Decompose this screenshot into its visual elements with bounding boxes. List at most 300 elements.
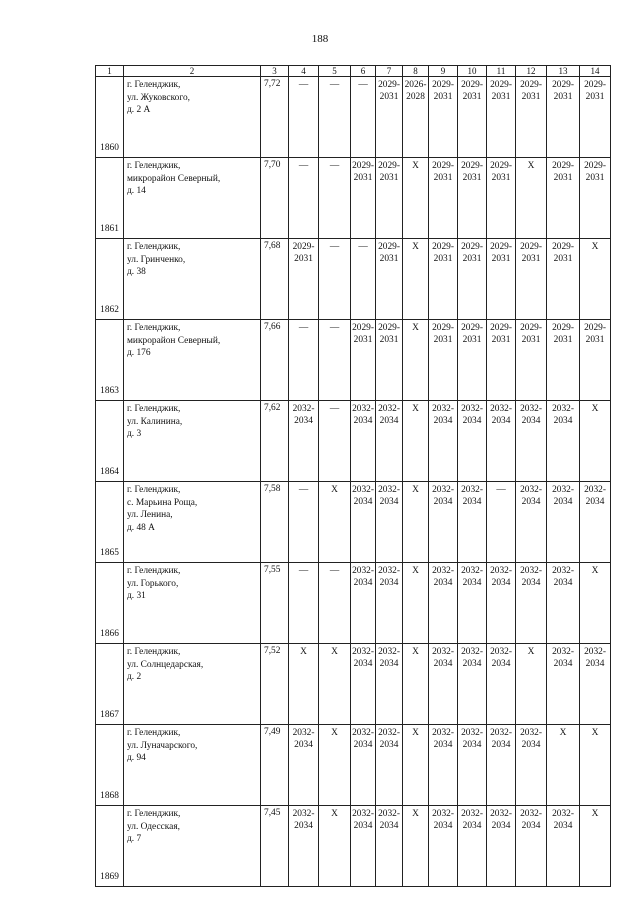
address-cell <box>124 158 261 239</box>
period-cell <box>289 644 319 725</box>
period-part: 2031 <box>521 254 541 264</box>
period-part: 2032- <box>520 404 542 414</box>
period-part: 2029- <box>461 80 483 90</box>
period-part: 2034 <box>433 821 453 831</box>
period-cell <box>429 77 458 158</box>
period-part: 2031 <box>462 254 482 264</box>
address-line: д. 14 <box>127 186 146 196</box>
period-cell <box>429 320 458 401</box>
period-cell <box>487 77 516 158</box>
period-part: X <box>412 485 419 495</box>
period-part: 2031 <box>379 92 399 102</box>
period-part: 2029- <box>490 242 512 252</box>
period-part: 2029- <box>520 80 542 90</box>
period-part: X <box>527 161 535 171</box>
period-cell <box>580 77 611 158</box>
area-cell: 7,55 <box>261 563 289 644</box>
period-part: 2029- <box>378 80 400 90</box>
period-part: 2031 <box>553 254 573 264</box>
period-part: 2032- <box>520 809 542 819</box>
table-row <box>96 644 611 725</box>
period-cell <box>547 401 580 482</box>
period-part: 2032- <box>584 647 606 657</box>
column-number: 12 <box>516 66 547 77</box>
period-part: 2034 <box>433 497 453 507</box>
period-cell <box>487 725 516 806</box>
period-part: 2034 <box>521 740 541 750</box>
period-part: 2034 <box>433 740 453 750</box>
period-part: 2032- <box>432 404 454 414</box>
address-line: микрорайон Северный, <box>127 173 221 184</box>
row-number: 1861 <box>96 158 124 239</box>
period-part: X <box>412 404 419 414</box>
period-cell <box>429 644 458 725</box>
period-cell <box>289 806 319 887</box>
period-cell <box>580 158 611 239</box>
period-cell <box>487 158 516 239</box>
address-line: д. 31 <box>127 591 146 601</box>
column-number: 14 <box>580 66 611 77</box>
period-part: 2029- <box>490 323 512 333</box>
register-table <box>95 65 611 887</box>
period-cell <box>516 806 547 887</box>
period-cell <box>403 806 429 887</box>
address-line: д. 94 <box>127 753 146 763</box>
address-line: ул. Горького, <box>127 578 179 589</box>
period-part: 2034 <box>379 740 399 750</box>
period-part: — <box>298 485 309 495</box>
period-part: 2031 <box>433 173 453 183</box>
period-part: 2032- <box>552 485 574 495</box>
period-cell <box>403 239 429 320</box>
period-part: 2034 <box>491 821 511 831</box>
page-number: 188 <box>311 33 329 45</box>
period-part: 2029- <box>352 161 374 171</box>
period-cell <box>403 401 429 482</box>
column-number: 10 <box>458 66 487 77</box>
period-part: 2032- <box>490 566 512 576</box>
period-part: X <box>331 809 338 819</box>
column-number: 5 <box>319 66 351 77</box>
period-cell <box>580 806 611 887</box>
period-part: 2034 <box>294 416 313 426</box>
period-part: 2032- <box>292 728 315 738</box>
period-cell <box>458 563 487 644</box>
period-part: — <box>496 485 506 495</box>
period-part: 2034 <box>462 821 482 831</box>
period-part: 2032- <box>490 809 512 819</box>
column-number: 8 <box>403 66 429 77</box>
period-part: 2034 <box>491 578 511 588</box>
address-line: д. 176 <box>127 348 151 358</box>
period-cell <box>376 320 403 401</box>
period-part: 2032- <box>378 809 400 819</box>
row-number: 1866 <box>96 563 124 644</box>
period-cell <box>289 239 319 320</box>
period-part: 2034 <box>553 659 573 669</box>
period-part: 2032- <box>432 728 454 738</box>
period-part: — <box>358 80 368 90</box>
period-part: 2031 <box>553 173 573 183</box>
period-part: 2032- <box>378 728 400 738</box>
period-cell <box>319 644 351 725</box>
period-cell <box>516 320 547 401</box>
period-part: 2031 <box>585 335 605 345</box>
period-part: 2034 <box>585 497 605 507</box>
period-cell <box>289 320 319 401</box>
period-part: 2034 <box>433 578 453 588</box>
period-part: 2032- <box>490 728 512 738</box>
period-part: 2031 <box>294 254 313 264</box>
period-cell <box>376 806 403 887</box>
period-cell <box>487 644 516 725</box>
address-line: г. Геленджик, <box>127 647 181 657</box>
period-part: 2029- <box>432 161 454 171</box>
period-part: 2031 <box>491 254 511 264</box>
period-part: 2034 <box>553 821 573 831</box>
period-part: X <box>331 647 338 657</box>
period-cell <box>580 482 611 563</box>
address-line: г. Геленджик, <box>127 161 181 171</box>
column-number: 7 <box>376 66 403 77</box>
period-part: 2034 <box>379 659 399 669</box>
period-cell <box>516 482 547 563</box>
period-cell <box>429 725 458 806</box>
period-part: 2029- <box>432 80 454 90</box>
period-part: 2029- <box>552 161 574 171</box>
period-cell <box>351 239 376 320</box>
address-cell <box>124 725 261 806</box>
period-part: 2032- <box>432 566 454 576</box>
period-part: — <box>329 80 340 90</box>
period-part: 2031 <box>491 92 511 102</box>
address-line: г. Геленджик, <box>127 809 181 819</box>
period-cell <box>376 239 403 320</box>
address-line: д. 7 <box>127 834 142 844</box>
row-number: 1865 <box>96 482 124 563</box>
period-part: 2029- <box>490 161 512 171</box>
period-part: 2029- <box>461 323 483 333</box>
period-cell <box>458 482 487 563</box>
period-cell <box>403 563 429 644</box>
period-part: 2034 <box>353 821 373 831</box>
period-cell <box>376 563 403 644</box>
period-cell <box>458 158 487 239</box>
period-part: 2034 <box>433 659 453 669</box>
period-cell <box>289 77 319 158</box>
address-line: д. 48 А <box>127 522 155 533</box>
period-part: — <box>298 161 309 171</box>
period-cell <box>516 563 547 644</box>
period-part: 2032- <box>552 647 574 657</box>
period-part: 2029- <box>552 242 574 252</box>
period-cell <box>429 806 458 887</box>
period-part: 2028 <box>406 92 425 102</box>
address-line: ул. Одесская, <box>127 821 181 832</box>
column-number: 4 <box>289 66 319 77</box>
period-part: X <box>591 242 599 252</box>
period-part: 2034 <box>553 578 573 588</box>
period-part: 2032- <box>552 566 574 576</box>
column-number: 2 <box>124 66 261 77</box>
period-part: 2032- <box>378 566 400 576</box>
period-cell <box>487 239 516 320</box>
period-part: 2032- <box>352 404 374 414</box>
column-number: 1 <box>96 66 124 77</box>
period-cell <box>289 725 319 806</box>
period-cell <box>429 401 458 482</box>
period-part: 2029- <box>584 80 606 90</box>
table-row <box>96 482 611 563</box>
period-part: 2032- <box>520 485 542 495</box>
period-cell <box>547 77 580 158</box>
period-cell <box>458 77 487 158</box>
area-cell: 7,70 <box>261 158 289 239</box>
period-cell <box>351 482 376 563</box>
period-cell <box>547 482 580 563</box>
address-line: г. Геленджик, <box>127 323 181 333</box>
period-cell <box>547 158 580 239</box>
period-part: 2034 <box>462 497 482 507</box>
period-cell <box>458 401 487 482</box>
period-part: 2032- <box>461 728 483 738</box>
period-part: 2031 <box>462 92 482 102</box>
period-part: 2031 <box>585 173 605 183</box>
period-part: — <box>298 80 309 90</box>
period-part: 2031 <box>491 173 511 183</box>
period-cell <box>319 401 351 482</box>
period-cell <box>319 77 351 158</box>
table-row <box>96 725 611 806</box>
period-cell <box>376 482 403 563</box>
period-part: 2032- <box>461 404 483 414</box>
period-cell <box>376 644 403 725</box>
period-cell <box>516 158 547 239</box>
period-cell <box>289 563 319 644</box>
period-part: 2034 <box>462 578 482 588</box>
period-part: 2034 <box>379 497 399 507</box>
period-cell <box>458 806 487 887</box>
period-cell <box>319 725 351 806</box>
period-cell <box>351 401 376 482</box>
period-part: 2031 <box>379 335 399 345</box>
period-part: 2031 <box>433 92 453 102</box>
period-part: 2034 <box>353 416 373 426</box>
period-cell <box>547 320 580 401</box>
period-part: X <box>412 161 419 171</box>
address-line: ул. Ленина, <box>127 510 173 520</box>
area-cell: 7,62 <box>261 401 289 482</box>
address-line: г. Геленджик, <box>127 404 181 414</box>
row-number: 1863 <box>96 320 124 401</box>
address-line: ул. Луначарского, <box>127 740 198 751</box>
period-cell <box>580 320 611 401</box>
period-cell <box>547 644 580 725</box>
table-row <box>96 158 611 239</box>
period-part: 2034 <box>553 416 573 426</box>
column-number: 11 <box>487 66 516 77</box>
period-part: 2029- <box>584 323 606 333</box>
period-part: 2034 <box>353 497 373 507</box>
period-part: 2032- <box>352 485 374 495</box>
period-cell <box>376 401 403 482</box>
period-cell <box>351 320 376 401</box>
period-cell <box>403 725 429 806</box>
period-part: 2034 <box>521 821 541 831</box>
period-cell <box>351 725 376 806</box>
period-part: 2034 <box>585 659 605 669</box>
period-part: — <box>329 161 340 171</box>
period-cell <box>487 320 516 401</box>
period-part: X <box>412 647 419 657</box>
period-part: 2032- <box>490 647 512 657</box>
period-cell <box>319 563 351 644</box>
period-part: 2032- <box>552 809 574 819</box>
period-cell <box>403 482 429 563</box>
period-part: 2032- <box>292 809 315 819</box>
address-cell <box>124 644 261 725</box>
column-number: 9 <box>429 66 458 77</box>
period-cell <box>376 158 403 239</box>
period-part: 2032- <box>292 404 315 414</box>
period-cell <box>429 482 458 563</box>
period-part: 2034 <box>521 416 541 426</box>
period-part: 2034 <box>433 416 453 426</box>
row-number: 1868 <box>96 725 124 806</box>
address-cell <box>124 77 261 158</box>
period-part: 2034 <box>553 497 573 507</box>
period-part: 2034 <box>462 416 482 426</box>
period-cell <box>319 320 351 401</box>
address-line: ул. Жуковского, <box>127 92 190 103</box>
period-part: 2034 <box>491 416 511 426</box>
period-part: X <box>412 242 419 252</box>
period-part: 2029- <box>378 161 400 171</box>
period-part: 2029- <box>461 161 483 171</box>
period-part: 2029- <box>352 323 374 333</box>
period-part: 2031 <box>491 335 511 345</box>
address-line: г. Геленджик, <box>127 566 181 576</box>
table-row <box>96 806 611 887</box>
period-cell <box>429 239 458 320</box>
period-part: 2032- <box>432 485 454 495</box>
period-part: X <box>591 566 599 576</box>
period-part: 2029- <box>461 242 483 252</box>
period-part: 2034 <box>379 821 399 831</box>
period-part: 2029- <box>378 323 400 333</box>
row-number: 1860 <box>96 77 124 158</box>
period-cell <box>351 158 376 239</box>
period-part: 2029- <box>584 161 606 171</box>
address-cell <box>124 239 261 320</box>
period-part: — <box>329 323 340 333</box>
period-part: X <box>331 485 338 495</box>
period-part: 2034 <box>294 821 313 831</box>
period-cell <box>319 239 351 320</box>
period-cell <box>516 725 547 806</box>
period-cell <box>458 239 487 320</box>
period-part: 2032- <box>461 566 483 576</box>
period-part: 2032- <box>520 728 542 738</box>
period-part: 2034 <box>353 740 373 750</box>
period-part: 2029- <box>490 80 512 90</box>
period-part: 2034 <box>521 578 541 588</box>
period-cell <box>351 563 376 644</box>
period-cell <box>289 482 319 563</box>
period-part: 2032- <box>352 566 374 576</box>
area-cell: 7,72 <box>261 77 289 158</box>
period-cell <box>487 401 516 482</box>
period-part: 2029- <box>378 242 400 252</box>
period-cell <box>580 239 611 320</box>
period-part: 2034 <box>462 740 482 750</box>
period-part: 2031 <box>521 335 541 345</box>
period-cell <box>487 563 516 644</box>
period-part: 2031 <box>462 173 482 183</box>
area-cell: 7,45 <box>261 806 289 887</box>
column-number: 3 <box>261 66 289 77</box>
period-part: X <box>591 728 599 738</box>
address-line: д. 2 <box>127 672 142 682</box>
period-cell <box>403 158 429 239</box>
period-cell <box>516 644 547 725</box>
period-cell <box>376 725 403 806</box>
period-part: 2034 <box>379 416 399 426</box>
period-cell <box>289 401 319 482</box>
table-row <box>96 401 611 482</box>
period-part: X <box>331 728 338 738</box>
period-part: 2034 <box>491 740 511 750</box>
period-part: 2029- <box>520 242 542 252</box>
period-part: 2032- <box>461 809 483 819</box>
table-row <box>96 563 611 644</box>
period-part: 2031 <box>521 92 541 102</box>
period-cell <box>458 725 487 806</box>
table-row <box>96 77 611 158</box>
period-cell <box>516 401 547 482</box>
period-part: 2034 <box>294 740 313 750</box>
period-part: X <box>412 728 419 738</box>
address-line: ул. Гринченко, <box>127 254 186 265</box>
period-part: 2032- <box>352 647 374 657</box>
period-part: 2032- <box>584 485 606 495</box>
period-cell <box>580 563 611 644</box>
address-line: д. 3 <box>127 429 142 439</box>
area-cell: 7,68 <box>261 239 289 320</box>
period-part: 2031 <box>553 335 573 345</box>
period-cell <box>547 563 580 644</box>
period-part: 2032- <box>352 728 374 738</box>
period-part: 2032- <box>378 485 400 495</box>
period-part: — <box>298 566 309 576</box>
address-cell <box>124 482 261 563</box>
period-part: 2032- <box>520 566 542 576</box>
period-part: 2034 <box>521 497 541 507</box>
period-cell <box>403 644 429 725</box>
period-part: — <box>358 242 368 252</box>
period-part: 2034 <box>353 578 373 588</box>
period-part: 2032- <box>432 647 454 657</box>
period-part: 2032- <box>490 404 512 414</box>
period-cell <box>319 482 351 563</box>
period-cell <box>516 239 547 320</box>
period-cell <box>458 644 487 725</box>
period-part: 2032- <box>552 404 574 414</box>
period-cell <box>319 806 351 887</box>
period-part: 2029- <box>520 323 542 333</box>
period-part: 2031 <box>585 92 605 102</box>
column-number: 6 <box>351 66 376 77</box>
